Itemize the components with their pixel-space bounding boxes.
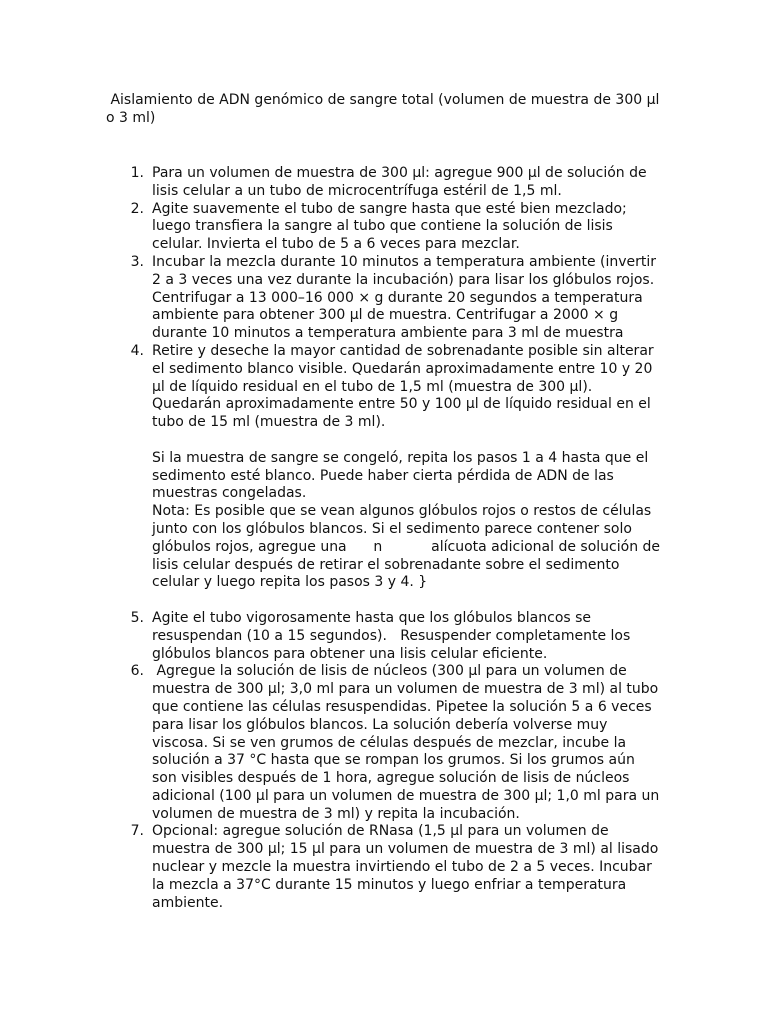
paragraph-gap: [152, 432, 662, 450]
step-number: 1.: [130, 165, 144, 181]
step-text: Agite suavemente el tubo de sangre hasta que esté bien mezclado; luego transfiera la sangre al tubo que contiene la solución de lisis celular. Invierta el tubo de 5 a 6 veces para mezclar.: [152, 200, 632, 253]
note-text: Nota: Es posible que se vean algunos glóbulos rojos o restos de células junto con los glóbulos blancos. Si el sedimento parece contener solo glóbulos rojos, agregue una n alícuota adicional de solución de lisis celular después de retirar el sobrenadante sobre el sedimento celular y luego repita los pasos 3 y 4. }: [152, 503, 665, 591]
frozen-sample-text: Si la muestra de sangre se congeló, repita los pasos 1 a 4 hasta que el sedimento esté blanco. Puede haber cierta pérdida de ADN de las muestras congeladas.: [152, 449, 653, 502]
step-text: Agregue la solución de lisis de núcleos (300 µl para un volumen de muestra de 300 µl; 3,0 ml para un volumen de muestra de 3 ml) al tubo que contiene las células resuspendidas. Pipetee la solución 5 a 6 veces para lisar los glóbulos blancos. La solución debería volverse muy viscosa. Si se ven grumos de células después de mezclar, incube la solución a 37 °C hasta que se rompan los grumos. Si los grumos aún son visibles después de 1 hora, agregue solución de lisis de núcleos adicional (100 µl para un volumen de muestra de 300 µl; 1,0 ml para un volumen de muestra de 3 ml) y repita la incubación.: [152, 663, 664, 822]
step-number: 3.: [130, 253, 144, 270]
step-number: 7.: [130, 823, 144, 840]
step-4: [0, 342, 665, 610]
step-5: [0, 610, 662, 663]
step-number: 2.: [130, 200, 144, 217]
step-text: Opcional: agregue solución de RNasa (1,5 µl para un volumen de muestra de 300 µl; 15 µl para un volumen de muestra de 3 ml) al lisado nuclear y mezcle la muestra invirtiendo el tubo de 2 a 5 veces. Incubar la mezcla a 37°C durante 15 minutos y luego enfriar a temperatura ambiente.: [152, 823, 663, 911]
step-number: 6.: [130, 663, 144, 680]
step-text: Para un volumen de muestra de 300 µl: agregue 900 µl de solución de lisis celular a un tubo de microcentrífuga estéril de 1,5 ml.: [152, 165, 652, 199]
paragraph-gap: [152, 592, 662, 610]
step-number: 5.: [130, 609, 144, 626]
step-1: [0, 165, 662, 201]
frozen-sample-block: [152, 449, 665, 592]
step-2: [0, 201, 662, 254]
step-6: [0, 663, 662, 823]
step-text: Incubar la mezcla durante 10 minutos a temperatura ambiente (invertir 2 a 3 veces una vez durante la incubación) para lisar los glóbulos rojos. Centrifugar a 13 000–16 000 × g durante 20 segundos a temperatura ambiente para obtener 300 µl de muestra. Centrifugar a 2000 × g durante 10 minutos a temperatura ambiente para 3 ml de muestra: [152, 253, 661, 342]
step-text: Retire y deseche la mayor cantidad de sobrenadante posible sin alterar el sedimento blanco visible. Quedarán aproximadamente entre 10 y 20 µl de líquido residual en el tubo de 1,5 ml (muestra de 300 µl). Quedarán aproximadamente entre 50 y 100 µl de líquido residual en el tubo de 15 ml (muestra de 3 ml).: [152, 342, 659, 431]
document-title: Aislamiento de ADN genómico de sangre total (volumen de muestra de 300 µl o 3 ml): [106, 92, 664, 126]
step-7: [0, 823, 662, 912]
protocol-steps: [0, 165, 768, 912]
step-3: [0, 254, 662, 343]
step-text: Agite el tubo vigorosamente hasta que los glóbulos blancos se resuspendan (10 a 15 segundos). Resuspender completamente los glóbulos blancos para obtener una lisis celular eficiente.: [152, 609, 635, 662]
step-number: 4.: [130, 342, 144, 359]
